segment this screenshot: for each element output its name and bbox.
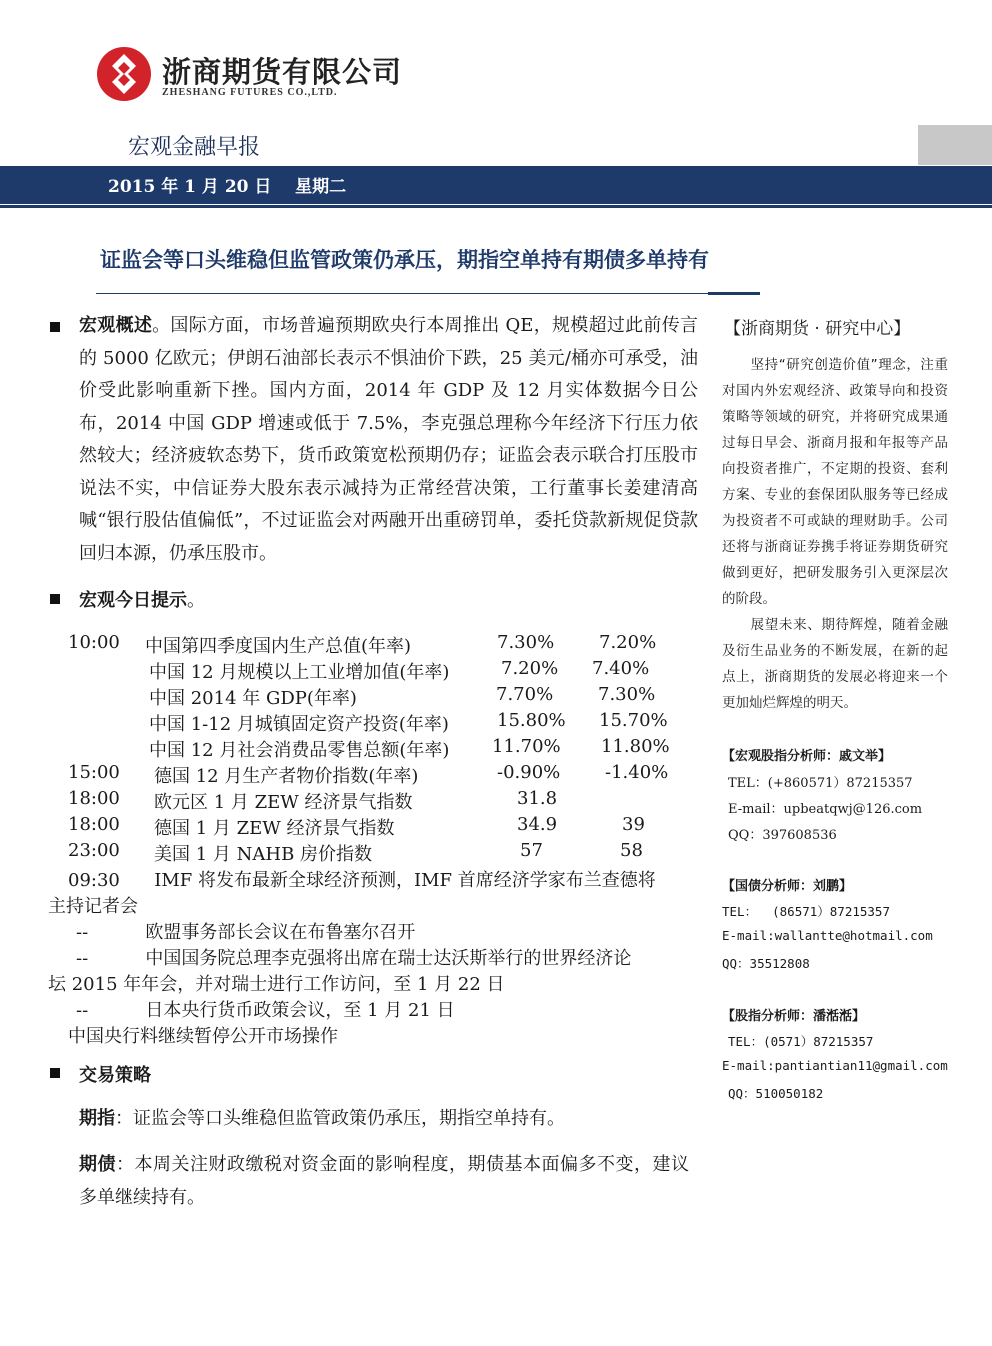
analyst-email: E-mail：upbeatqwj@126.com <box>728 802 923 817</box>
event-imf-line1: 09:30 IMF 将发布最新全球经济预测，IMF 首席经济学家布兰查德将 <box>68 870 656 891</box>
section-title-strategy: 交易策略 <box>79 1065 151 1086</box>
overview-paragraph <box>79 310 698 570</box>
header-tab-decoration <box>918 125 992 165</box>
calendar-previous: 7.70% <box>496 684 554 705</box>
sidebar-outlook <box>722 612 948 716</box>
event-li-line2: 坛 2015 年年会，并对瑞士进行工作访问，至 1 月 22 日 <box>48 974 505 995</box>
analyst-email: E-mail:pantiantian11@gmail.com <box>722 1058 948 1073</box>
calendar-item: 德国 1 月 ZEW 经济景气指数 <box>154 818 395 839</box>
section-title: 宏观今日提示 <box>79 590 187 611</box>
calendar-forecast: 7.40% <box>592 658 650 679</box>
sidebar-intro <box>722 352 948 612</box>
calendar-forecast: 7.30% <box>598 684 656 705</box>
analyst-qq: QQ：35512808 <box>722 956 810 971</box>
calendar-time: 18:00 <box>68 814 120 835</box>
calendar-item: 中国 12 月规模以上工业增加值(年率) <box>149 662 450 683</box>
calendar-previous: 11.70% <box>492 736 561 757</box>
analyst-tel: TEL： (86571）87215357 <box>722 904 890 919</box>
strategy-index-label: 期指 <box>79 1108 115 1129</box>
event-li-line1: -- 中国国务院总理李克强将出席在瑞士达沃斯举行的世界经济论 <box>76 948 632 969</box>
bullet-icon <box>50 322 60 332</box>
divider <box>0 205 992 208</box>
bullet-icon <box>50 1068 60 1078</box>
calendar-forecast: 39 <box>622 814 645 835</box>
event-boj: -- 日本央行货币政策会议，至 1 月 21 日 <box>76 1000 455 1021</box>
section-title: 宏观概述 <box>79 315 153 336</box>
divider <box>96 293 760 294</box>
event-imf-line2: 主持记者会 <box>48 896 138 917</box>
calendar-item: 中国 12 月社会消费品零售总额(年率) <box>149 740 450 761</box>
calendar-forecast: 58 <box>620 840 643 861</box>
calendar-previous: 7.30% <box>497 632 555 653</box>
analyst-tel: TEL：(0571）87215357 <box>728 1034 874 1049</box>
analyst-title: 【股指分析师：潘湉湉】 <box>722 1009 866 1024</box>
calendar-item: 中国 2014 年 GDP(年率) <box>149 688 357 709</box>
event-pboc: 中国央行料继续暂停公开市场操作 <box>68 1026 338 1047</box>
strategy-index <box>79 1103 698 1136</box>
company-name-cn: 浙商期货有限公司 <box>162 55 403 89</box>
event-eu: -- 欧盟事务部长会议在布鲁塞尔召开 <box>76 922 416 943</box>
company-name-en: ZHESHANG FUTURES CO.,LTD. <box>162 87 338 98</box>
calendar-previous: 15.80% <box>497 710 566 731</box>
divider <box>708 292 760 295</box>
calendar-time: 15:00 <box>68 762 120 783</box>
analyst-qq: QQ：510050182 <box>728 1086 824 1101</box>
strategy-bond-text: ：本周关注财政缴税对资金面的影响程度，期债基本面偏多不变，建议多单继续持有。 <box>79 1154 689 1208</box>
headline: 证监会等口头维稳但监管政策仍承压，期指空单持有期债多单持有 <box>100 248 709 272</box>
calendar-forecast: 15.70% <box>599 710 668 731</box>
calendar-item: 德国 12 月生产者物价指数(年率) <box>154 766 419 787</box>
analyst-title: 【国债分析师：刘鹏】 <box>722 879 853 894</box>
strategy-bond <box>79 1149 689 1214</box>
company-logo <box>96 46 152 102</box>
sidebar-outlook-text: 展望未来、期待辉煌，随着金融及衍生品业务的不断发展，在新的起点上，浙商期货的发展必将迎来一个更加灿烂辉煌的明天。 <box>722 617 948 711</box>
calendar-forecast: 11.80% <box>601 736 670 757</box>
sidebar-intro-text: 坚持“研究创造价值”理念，注重对国内外宏观经济、政策导向和投资策略等领域的研究，并将研究成果通过每日早会、浙商月报和年报等产品向投资者推广，不定期的投资、套利方案、专业的套保团队服务等已经成为投资者不可或缺的理财助手。公司还将与浙商证券携手将证券期货研究做到更好，把研发服务引入更深层次的阶段。 <box>722 357 948 607</box>
calendar-item: 欧元区 1 月 ZEW 经济景气指数 <box>154 792 413 813</box>
overview-text: 。国际方面，市场普遍预期欧央行本周推出 QE，规模超过此前传言的 5000 亿欧元；伊朗石油部长表示不惧油价下跌，25 美元/桶亦可承受，油价受此影响重新下挫。国内方面，2014 年 GDP 及 12 月实体数据今日公布，2014 中国 GDP 增速或低于 7.5%，李克强总理称今年经济下行压力依然较大；经济疲软态势下，货币政策宽松预期仍存；证监会表示联合打压股市说法不实，中信证券大股东表示减持为正常经营决策，工行董事长姜建清高喊“银行股估值偏低”，不过证监会对两融开出重磅罚单，委托贷款新规促贷款回归本源，仍承压股市。 <box>79 315 698 564</box>
calendar-forecast: -1.40% <box>605 762 669 783</box>
calendar-previous: 31.8 <box>517 788 558 809</box>
calendar-previous: 34.9 <box>517 814 558 835</box>
calendar-previous: 57 <box>520 840 543 861</box>
section-title-today <box>79 586 205 612</box>
calendar-time: 10:00 <box>68 632 120 653</box>
calendar-item: 美国 1 月 NAHB 房价指数 <box>154 844 373 865</box>
bullet-icon <box>50 594 60 604</box>
strategy-index-text: ：证监会等口头维稳但监管政策仍承压，期指空单持有。 <box>115 1108 565 1129</box>
sidebar-title: 【浙商期货 · 研究中心】 <box>724 319 911 339</box>
analyst-title: 【宏观股指分析师：戚文举】 <box>722 749 892 764</box>
title-suffix: 。 <box>187 590 205 611</box>
analyst-tel: TEL：(+860571）87215357 <box>728 776 913 791</box>
calendar-previous: -0.90% <box>497 762 561 783</box>
strategy-bond-label: 期债 <box>79 1154 116 1175</box>
calendar-previous: 7.20% <box>501 658 559 679</box>
calendar-time: 18:00 <box>68 788 120 809</box>
report-title: 宏观金融早报 <box>128 135 261 160</box>
analyst-qq: QQ：397608536 <box>728 828 837 843</box>
calendar-forecast: 7.20% <box>599 632 657 653</box>
analyst-email: E-mail:wallantte@hotmail.com <box>722 928 933 943</box>
calendar-item: 中国 1-12 月城镇固定资产投资(年率) <box>149 714 449 735</box>
calendar-item: 中国第四季度国内生产总值(年率) <box>145 636 412 657</box>
calendar-time: 23:00 <box>68 840 120 861</box>
report-date: 2015 年 1 月 20 日 星期二 <box>108 177 347 197</box>
